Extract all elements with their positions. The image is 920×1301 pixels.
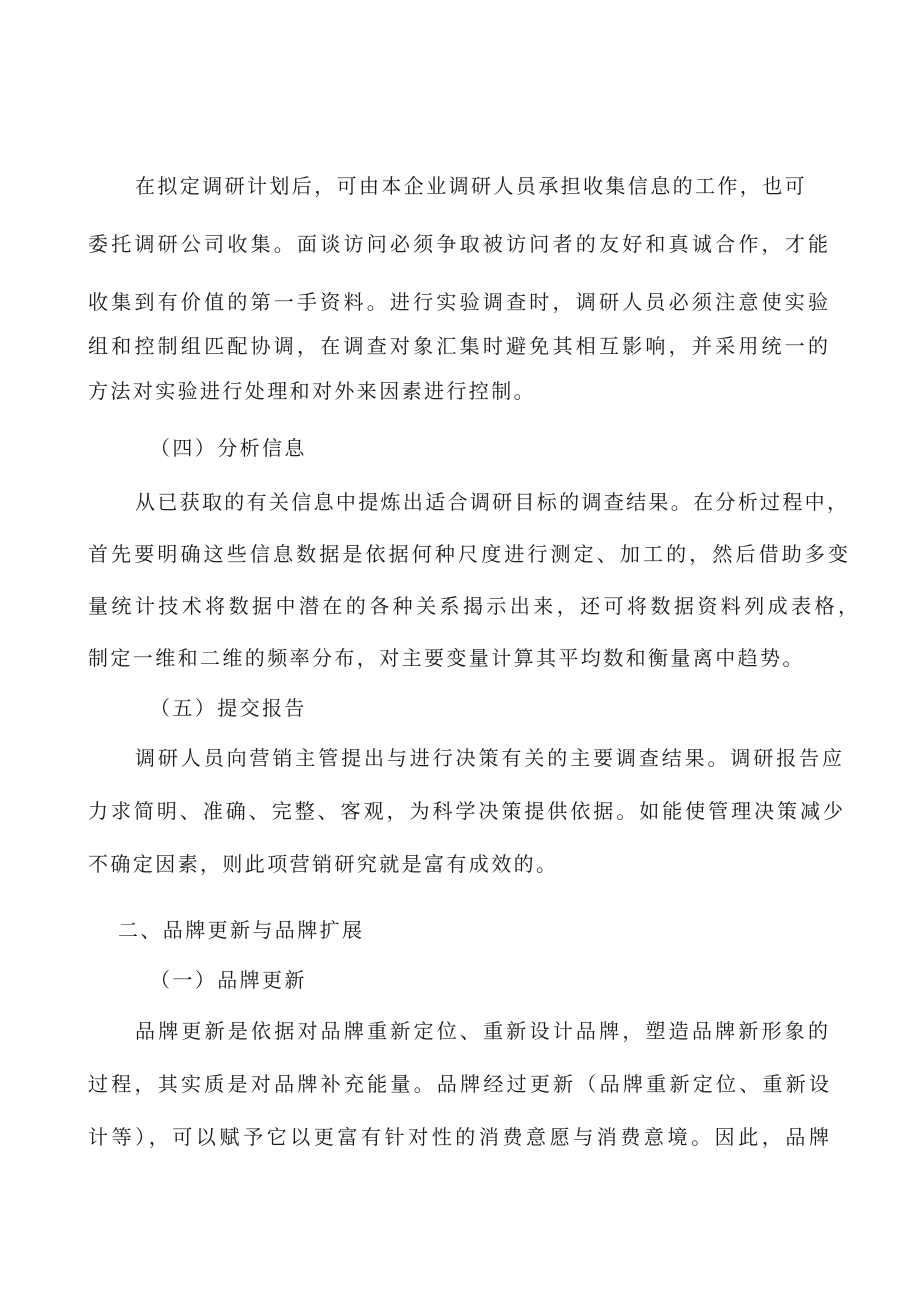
paragraph-line: 在拟定调研计划后，可由本企业调研人员承担收集信息的工作，也可 [135,174,807,198]
paragraph-line: 品牌更新是依据对品牌重新定位、重新设计品牌，塑造品牌新形象的 [135,1019,828,1043]
paragraph-line: 计等），可以赋予它以更富有针对性的消费意愿与消费意境。因此，品牌 [88,1125,829,1149]
paragraph-line: 方法对实验进行处理和对外来因素进行控制。 [88,379,536,403]
paragraph-line: 制定一维和二维的频率分布，对主要变量计算其平均数和衡量离中趋势。 [88,646,805,670]
paragraph-line: 调研人员向营销主管提出与进行决策有关的主要调查结果。调研报告应 [135,746,842,770]
paragraph-line: 组和控制组匹配协调，在调查对象汇集时避免其相互影响，并采用统一的 [88,334,828,358]
section-subheading: （五）提交报告 [150,696,307,720]
section-subheading: （一）品牌更新 [150,968,307,992]
paragraph-line: 力求简明、准确、完整、客观，为科学决策提供依据。如能使管理决策减少 [88,799,843,823]
section-heading: 二、品牌更新与品牌扩展 [118,918,365,942]
paragraph-line: 收集到有价值的第一手资料。进行实验调查时，调研人员必须注意使实验 [88,290,828,314]
paragraph-line: 过程，其实质是对品牌补充能量。品牌经过更新（品牌重新定位、重新设 [88,1072,829,1096]
section-subheading: （四）分析信息 [150,436,307,460]
paragraph-line: 量统计技术将数据中潜在的各种关系揭示出来，还可将数据资料列成表格， [88,594,858,618]
paragraph-line: 委托调研公司收集。面谈访问必须争取被访问者的友好和真诚合作，才能 [88,232,828,256]
paragraph-line: 首先要明确这些信息数据是依据何种尺度进行测定、加工的，然后借助多变 [88,542,848,566]
paragraph-line: 从已获取的有关信息中提炼出适合调研目标的调查结果。在分析过程中， [135,490,847,514]
paragraph-line: 不确定因素，则此项营销研究就是富有成效的。 [88,852,559,876]
